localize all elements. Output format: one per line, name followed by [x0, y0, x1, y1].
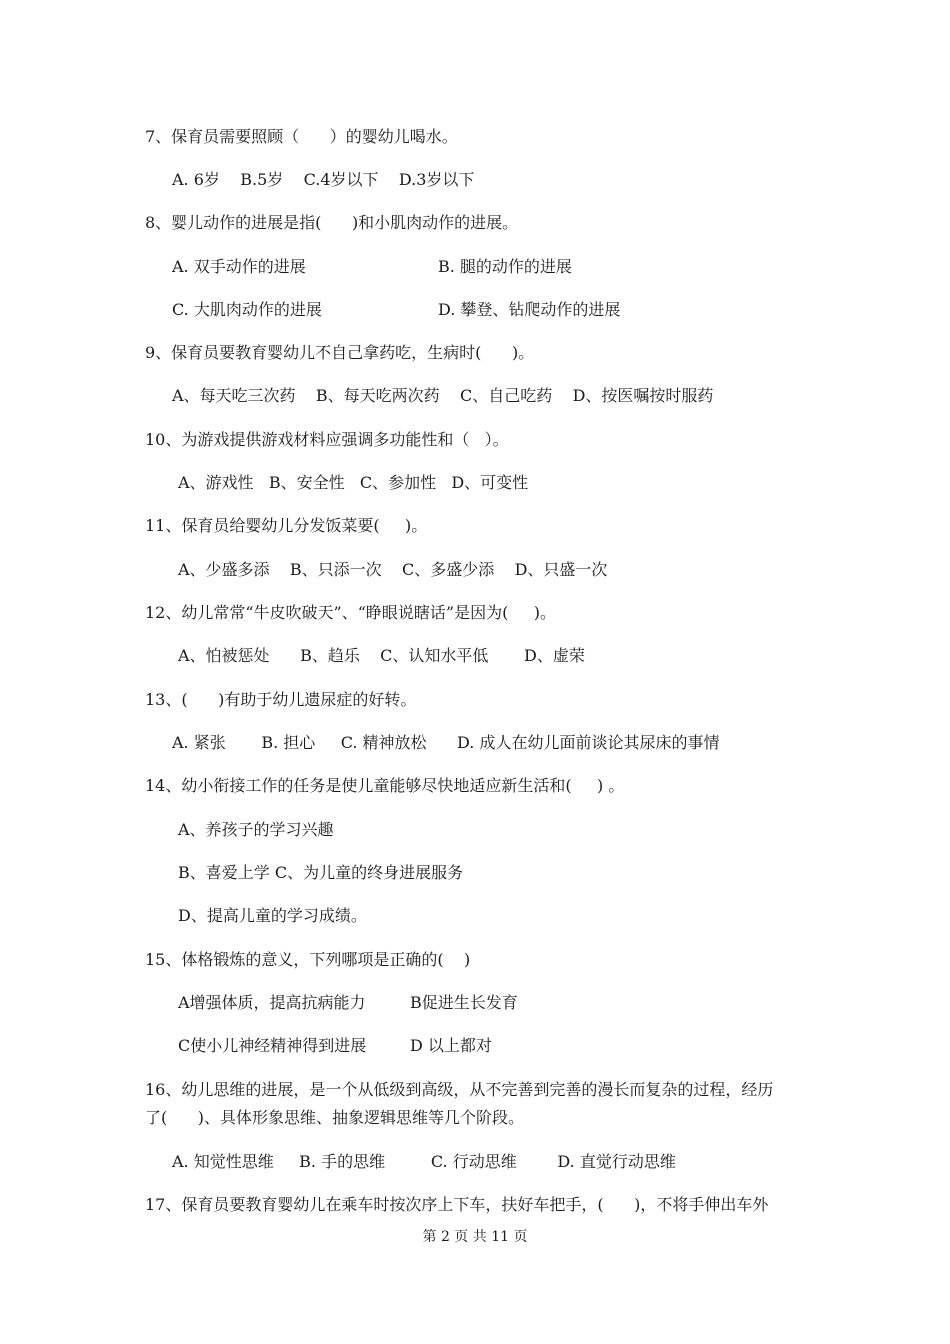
question-7-stem: 7、保育员需要照顾（ ）的婴幼儿喝水。	[145, 127, 458, 146]
question-14-stem: 14、幼小衔接工作的任务是使儿童能够尽快地适应新生活和( ) 。	[145, 776, 625, 795]
question-16-options: A. 知觉性思维 B. 手的思维 C. 行动思维 D. 直觉行动思维	[172, 1152, 676, 1171]
question-7-options: A. 6岁 B.5岁 C.4岁以下 D.3岁以下	[172, 170, 475, 189]
question-8-option-c: C. 大肌肉动作的进展	[172, 300, 322, 319]
question-15-option-d: D 以上都对	[410, 1036, 492, 1055]
question-8-option-d: D. 攀登、钻爬动作的进展	[438, 300, 621, 319]
question-10-options: A、游戏性 B、安全性 C、参加性 D、可变性	[178, 473, 529, 492]
question-15-option-c: C使小儿神经精神得到进展	[178, 1036, 367, 1055]
question-13-options: A. 紧张 B. 担心 C. 精神放松 D. 成人在幼儿面前谈论其尿床的事情	[172, 733, 720, 752]
question-15-option-a: A增强体质，提高抗病能力	[178, 993, 366, 1012]
question-9-options: A、每天吃三次药 B、每天吃两次药 C、自己吃药 D、按医嘱按时服药	[172, 386, 714, 405]
question-12-options: A、怕被惩处 B、趋乐 C、认知水平低 D、虚荣	[178, 646, 585, 665]
question-15-option-b: B促进生长发育	[410, 993, 518, 1012]
question-16-stem-line-2: 了( )、具体形象思维、抽象逻辑思维等几个阶段。	[145, 1108, 525, 1127]
question-12-stem: 12、幼儿常常“牛皮吹破天”、“睁眼说瞎话”是因为( )。	[145, 603, 556, 622]
question-11-options: A、少盛多添 B、只添一次 C、多盛少添 D、只盛一次	[178, 560, 608, 579]
question-8-option-b: B. 腿的动作的进展	[438, 257, 572, 276]
question-8-option-a: A. 双手动作的进展	[172, 257, 306, 276]
question-15-stem: 15、体格锻炼的意义，下列哪项是正确的( )	[145, 950, 471, 969]
question-14-option-a: A、养孩子的学习兴趣	[178, 820, 334, 839]
question-10-stem: 10、为游戏提供游戏材料应强调多功能性和（ ）。	[145, 430, 509, 449]
question-9-stem: 9、保育员要教育婴幼儿不自己拿药吃，生病时( )。	[145, 343, 535, 362]
question-14-option-bc: B、喜爱上学 C、为儿童的终身进展服务	[178, 863, 464, 882]
question-16-stem-line-1: 16、幼儿思维的进展，是一个从低级到高级，从不完善到完善的漫长而复杂的过程，经历	[145, 1080, 774, 1099]
question-13-stem: 13、( )有助于幼儿遗尿症的好转。	[145, 690, 417, 709]
question-17-stem: 17、保育员要教育婴幼儿在乘车时按次序上下车，扶好车把手，( )，不将手伸出车外	[145, 1195, 769, 1214]
question-14-option-d: D、提高儿童的学习成绩。	[178, 906, 367, 925]
page-footer: 第 2 页 共 11 页	[422, 1229, 528, 1245]
question-8-stem: 8、婴儿动作的进展是指( )和小肌肉动作的进展。	[145, 213, 519, 232]
question-11-stem: 11、保育员给婴幼儿分发饭菜要( )。	[145, 516, 428, 535]
